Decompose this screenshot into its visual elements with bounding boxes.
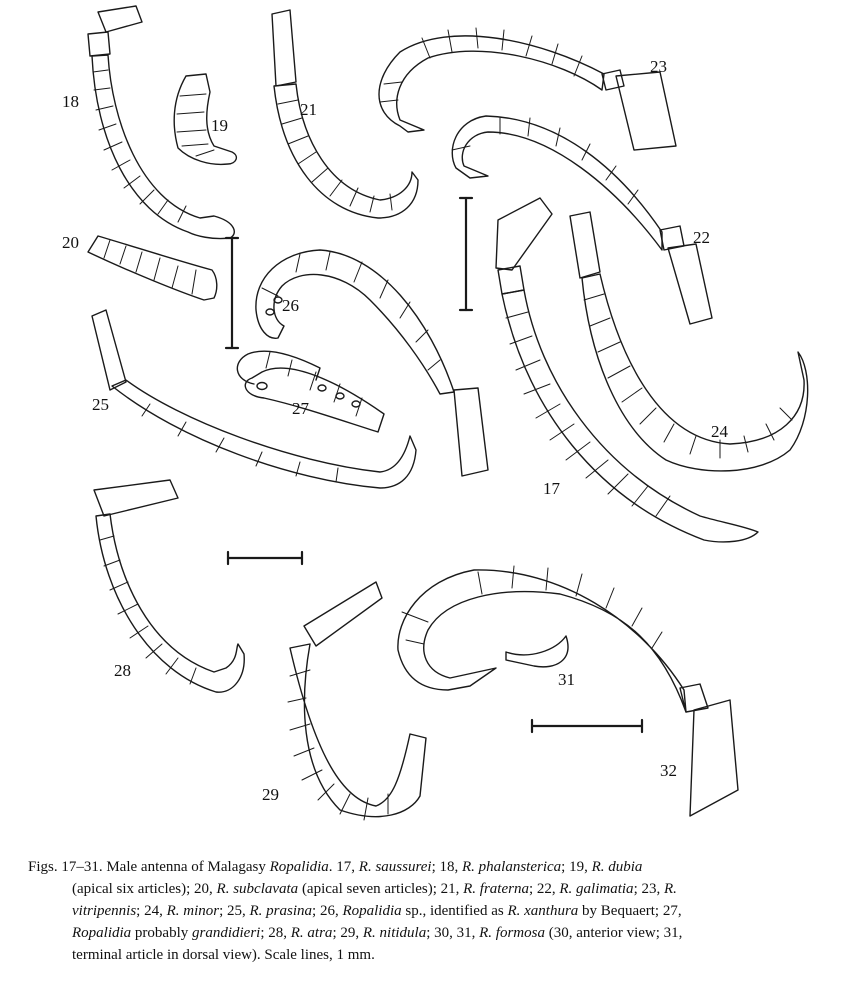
caption-run: ; 30, 31, [426, 925, 480, 941]
caption-run: R. atra [290, 925, 333, 941]
caption-run: ; 24, [136, 903, 167, 919]
caption-run: R. dubia [591, 859, 643, 875]
caption-run: (apical seven articles); 21, [298, 881, 464, 897]
antenna-25-drawing [92, 310, 416, 488]
antenna-31-drawing [506, 636, 568, 667]
figure-number-29: 29 [262, 785, 279, 804]
caption-run: R. [663, 881, 677, 897]
caption-run: R. formosa [479, 925, 545, 941]
figure-number-27: 27 [292, 399, 309, 418]
antenna-23-drawing [379, 28, 676, 150]
antenna-27-drawing [237, 351, 384, 432]
caption-run: ; 28, [260, 925, 291, 941]
antenna-26-drawing [256, 250, 488, 476]
caption-run: R. phalansterica [462, 859, 562, 875]
caption-run: ; 18, [431, 859, 462, 875]
caption-run: Ropalidia [72, 925, 132, 941]
caption-run: ; 22, [528, 881, 560, 897]
caption-line-5 [28, 944, 828, 966]
antenna-20-drawing [88, 236, 217, 300]
figure-number-24: 24 [711, 422, 728, 441]
figure-number-25: 25 [92, 395, 109, 414]
caption-line-4 [28, 922, 828, 944]
caption-run: R. xanthura [507, 903, 579, 919]
figure-number-31: 31 [558, 670, 575, 689]
figure-number-26: 26 [282, 296, 299, 315]
caption-run: ; 25, [219, 903, 250, 919]
caption-run: (30, anterior view; 31, [544, 925, 683, 941]
caption-run: R. fraterna [463, 881, 529, 897]
caption-run: ; 26, [312, 903, 343, 919]
antenna-30-drawing [398, 566, 738, 816]
caption-run: ; 23, [633, 881, 664, 897]
figure-caption [28, 856, 828, 966]
figure-number-20: 20 [62, 233, 79, 252]
figure-number-32: 32 [660, 761, 677, 780]
caption-line-2 [28, 878, 828, 900]
antenna-22-drawing [452, 116, 712, 324]
caption-run: Figs. 17–31. Male antenna of Malagasy [28, 859, 270, 875]
caption-run: sp., identified as [401, 903, 508, 919]
caption-run: R. minor [166, 903, 220, 919]
caption-run: R. saussurei [358, 859, 432, 875]
caption-line-3 [28, 900, 828, 922]
figure-number-22: 22 [693, 228, 710, 247]
caption-run: grandidieri [192, 925, 261, 941]
figure-number-23: 23 [650, 57, 667, 76]
caption-run: . 17, [328, 859, 359, 875]
antenna-17-drawing [496, 198, 758, 542]
caption-run: Ropalidia [342, 903, 402, 919]
antenna-24-drawing [570, 212, 808, 471]
caption-run: Ropalidia [269, 859, 329, 875]
caption-run: (apical six articles); 20, [72, 881, 217, 897]
figure-number-18: 18 [62, 92, 79, 111]
caption-run: R. subclavata [216, 881, 299, 897]
caption-run: by Bequaert; 27, [578, 903, 682, 919]
figure-number-17: 17 [543, 479, 560, 498]
caption-run: ; 29, [332, 925, 363, 941]
caption-run: ; 19, [561, 859, 592, 875]
caption-run: R. nitidula [362, 925, 427, 941]
figure-number-21: 21 [300, 100, 317, 119]
caption-run: R. galimatia [559, 881, 634, 897]
caption-run: terminal article in dorsal view). Scale lines, 1 mm. [72, 947, 375, 963]
figure-number-19: 19 [211, 116, 228, 135]
figure-number-28: 28 [114, 661, 131, 680]
caption-line-1 [28, 856, 828, 878]
caption-run: vitripennis [72, 903, 137, 919]
caption-run: probably [131, 925, 192, 941]
caption-run: R. prasina [249, 903, 313, 919]
antenna-21-drawing [272, 10, 418, 218]
